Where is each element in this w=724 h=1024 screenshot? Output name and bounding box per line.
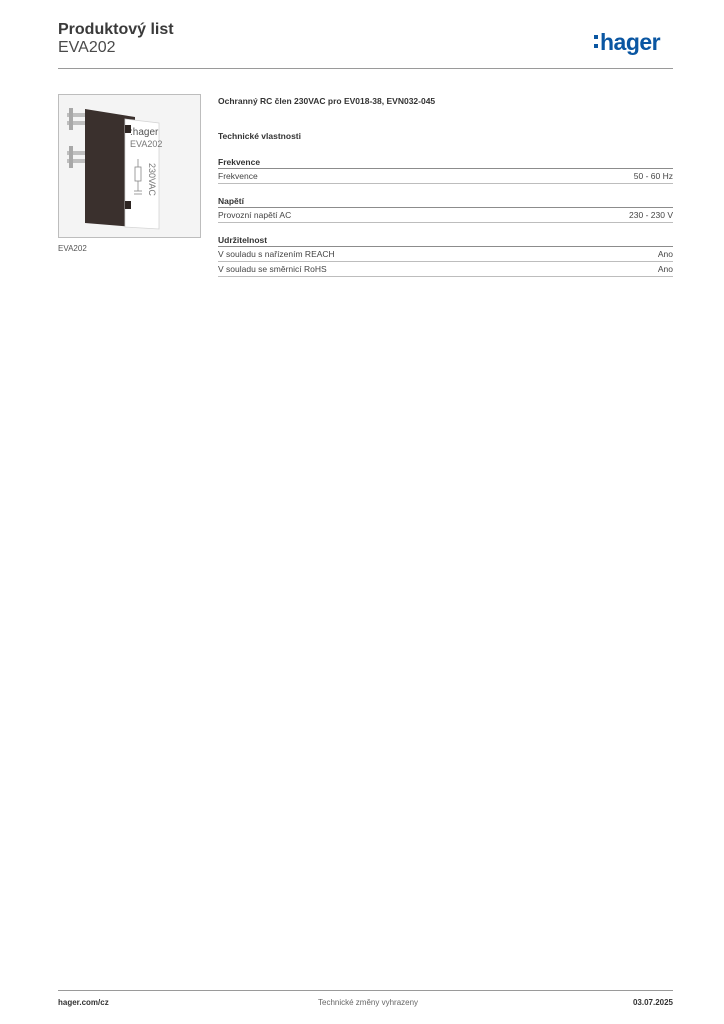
property-value: Ano xyxy=(657,249,673,259)
property-value: 230 - 230 V xyxy=(629,210,673,220)
page-title: Produktový list xyxy=(58,21,174,38)
rc-module-illustration xyxy=(59,95,200,237)
group-title: Frekvence xyxy=(218,157,261,167)
property-group-frequency xyxy=(218,156,673,184)
property-label: Provozní napětí AC xyxy=(218,210,292,220)
hager-logo xyxy=(594,28,674,56)
module-model-label: EVA202 xyxy=(130,139,163,149)
property-group-sustainability xyxy=(218,234,673,277)
property-value: Ano xyxy=(657,264,673,274)
property-row xyxy=(218,247,673,262)
property-row xyxy=(218,169,673,184)
footer-website-link[interactable]: hager.com/cz xyxy=(58,998,109,1007)
property-label: V souladu s nařízením REACH xyxy=(218,249,335,259)
property-row xyxy=(218,262,673,277)
group-title: Udržitelnost xyxy=(218,235,268,245)
footer-divider xyxy=(58,990,673,991)
module-rating-label: 230VAC xyxy=(147,163,157,196)
product-image xyxy=(58,94,201,238)
footer-notice: Technické změny vyhrazeny xyxy=(318,998,419,1007)
property-row xyxy=(218,208,673,223)
image-caption: EVA202 xyxy=(58,244,87,253)
group-title: Napětí xyxy=(218,196,244,206)
product-code: EVA202 xyxy=(58,39,116,56)
footer-date: 03.07.2025 xyxy=(632,998,673,1007)
property-value: 50 - 60 Hz xyxy=(633,171,673,181)
header-divider xyxy=(58,68,673,69)
technical-properties-heading: Technické vlastnosti xyxy=(218,131,301,141)
property-group-voltage xyxy=(218,195,673,223)
product-title: Ochranný RC člen 230VAC pro EV018-38, EVN032-045 xyxy=(218,96,436,106)
property-label: Frekvence xyxy=(218,171,258,181)
logo-text: hager xyxy=(600,29,661,55)
property-label: V souladu se směrnicí RoHS xyxy=(218,264,327,274)
logo-dots-icon xyxy=(594,35,598,53)
module-brand-label: :hager xyxy=(130,127,159,138)
